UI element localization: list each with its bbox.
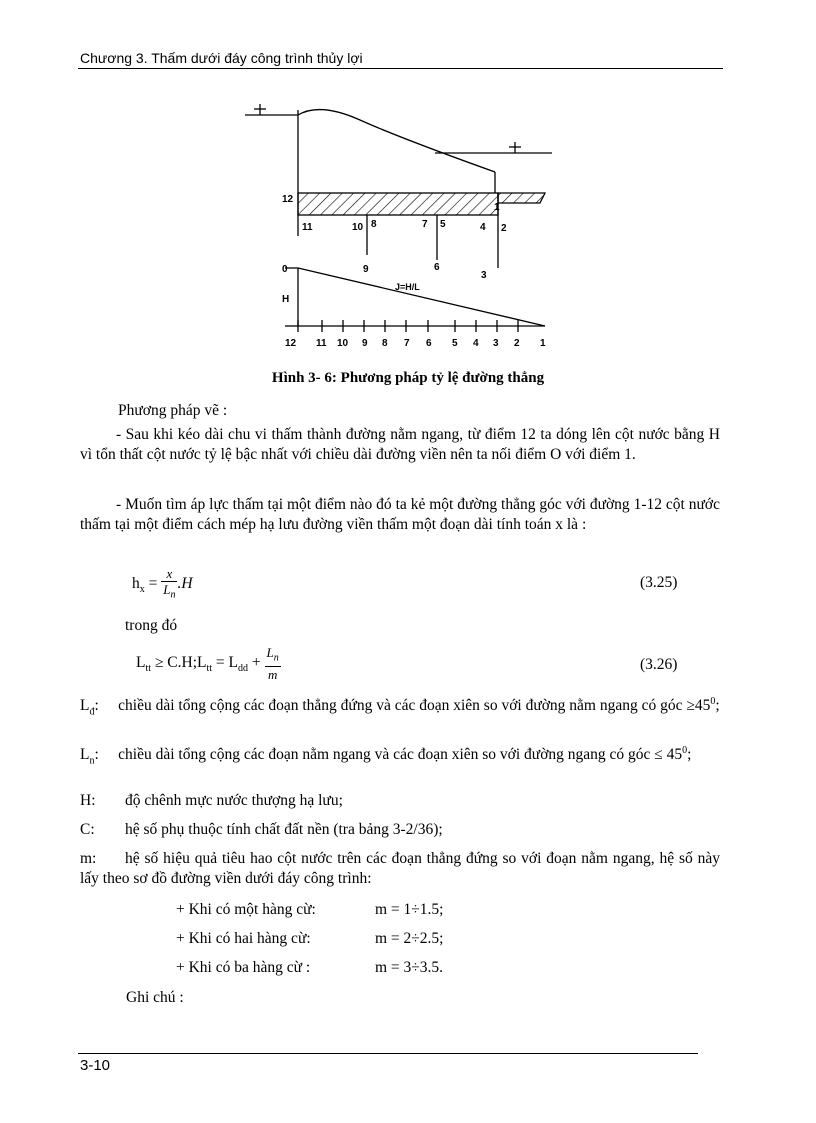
dam-profile	[298, 110, 495, 172]
def-ld-symbol-sub: đ	[89, 706, 95, 718]
case-3-label: + Khi có ba hàng cừ :	[176, 959, 311, 976]
label-gradient: J=H/L	[395, 282, 420, 292]
label-8-upper: 8	[371, 219, 377, 230]
def-ln-symbol-sub: n	[89, 755, 95, 767]
eq1-equals: =	[144, 574, 162, 592]
definition-ld	[80, 692, 720, 722]
eq2-part3: = L	[212, 653, 239, 671]
def-h-symbol: H:	[80, 792, 96, 809]
eq2-part1-sub: tt	[145, 662, 152, 674]
definition-h	[80, 791, 720, 811]
paragraph-2: - Muốn tìm áp lực thấm tại một điểm nào đó ta kẻ một đường thẳng góc với đường 1-12 cột nước thấm tại một điểm cách mép hạ lưu đường viền thấm một đoạn dài tính toán x là :	[80, 496, 720, 533]
eq2-numerator-sub: n	[273, 652, 279, 664]
label-7-upper: 7	[422, 219, 428, 230]
footer-rule	[78, 1053, 698, 1054]
label-12-upper: 12	[282, 194, 294, 205]
eq1-numerator: x	[161, 566, 177, 582]
label-h: H	[282, 294, 290, 305]
def-ln-end: ;	[687, 746, 692, 764]
tick-label-6: 6	[426, 338, 432, 349]
def-ld-end: ;	[715, 697, 720, 715]
case-2-value: m = 2÷2.5;	[375, 930, 444, 947]
label-1-upper: 1	[494, 202, 500, 213]
eq1-denominator: L	[163, 582, 171, 597]
case-3-value: m = 3÷3.5.	[375, 959, 444, 976]
case-1-value: m = 1÷1.5;	[375, 901, 444, 918]
def-ld-colon: :	[94, 697, 99, 715]
eq1-denominator-sub: n	[170, 589, 176, 601]
label-5-upper: 5	[440, 219, 446, 230]
tick-label-5: 5	[452, 338, 458, 349]
label-3-upper: 3	[481, 270, 487, 281]
def-ln-colon: :	[94, 746, 99, 764]
tick-label-9: 9	[362, 338, 368, 349]
eq2-numerator: L	[266, 645, 274, 660]
eq2-part1: L	[136, 653, 146, 671]
foundation-hatch	[298, 193, 498, 215]
tick-label-12: 12	[285, 338, 297, 349]
tick-label-8: 8	[382, 338, 388, 349]
eq2-part2: ≥ C.H;L	[151, 653, 207, 671]
def-c-symbol: C:	[80, 821, 95, 838]
tick-label-2: 2	[514, 338, 520, 349]
eq1-tail: .H	[177, 574, 193, 592]
figure-caption: Hình 3- 6: Phương pháp tỷ lệ đường thẳng	[271, 370, 545, 386]
definition-m	[80, 849, 720, 889]
tick-label-11: 11	[316, 338, 327, 349]
def-ln-symbol: L	[80, 746, 90, 764]
chapter-header: Chương 3. Thấm dưới đáy công trình thủy lợi	[80, 50, 363, 66]
figure-diagram	[230, 90, 570, 355]
def-c-text: hệ số phụ thuộc tính chất đất nền (tra bảng 3-2/36);	[125, 821, 443, 838]
label-10-upper: 10	[352, 222, 364, 233]
page-number: 3-10	[80, 1057, 111, 1074]
def-ld-sup: 0	[710, 696, 716, 707]
tick-label-4: 4	[473, 338, 479, 349]
eq2-part4: +	[248, 653, 265, 671]
def-ln-sup: 0	[682, 745, 688, 756]
case-1-label: + Khi có một hàng cừ:	[176, 901, 316, 918]
def-ln-text: chiều dài tổng cộng các đoạn nằm ngang và các đoạn xiên so với đường ngang có góc ≤ 45	[118, 746, 683, 764]
eq1-lhs: h	[132, 574, 140, 592]
def-m-symbol: m:	[80, 850, 97, 867]
label-2-upper: 2	[501, 223, 507, 234]
equation-3-26	[136, 645, 281, 682]
definition-c	[80, 820, 720, 840]
def-ld-symbol: L	[80, 697, 90, 715]
tick-label-3: 3	[493, 338, 499, 349]
eq2-fraction	[265, 645, 281, 682]
header-rule	[78, 68, 723, 69]
eq2-part3-sub: dd	[238, 662, 249, 674]
eq2-part2-sub: tt	[206, 662, 213, 674]
def-ld-text: chiều dài tổng cộng các đoạn thẳng đứng và các đoạn xiên so với đường nằm ngang có góc ≥45	[118, 697, 711, 715]
label-6-upper: 6	[434, 262, 440, 273]
def-m-text: hệ số hiệu quả tiêu hao cột nước trên các đoạn thẳng đứng so với đoạn nằm ngang, hệ số này lấy theo sơ đồ đường viền dưới đáy công trình:	[80, 850, 720, 887]
method-title: Phương pháp vẽ :	[118, 402, 228, 419]
eq1-lhs-sub: x	[139, 583, 145, 595]
equation-3-25	[132, 566, 193, 603]
equation-number-3-25: (3.25)	[640, 574, 678, 591]
label-4-upper: 4	[480, 222, 486, 233]
case-2-label: + Khi có hai hàng cừ:	[176, 930, 311, 947]
where-label: trong đó	[125, 617, 178, 634]
definition-ln	[80, 741, 720, 771]
eq2-denominator: m	[267, 666, 278, 682]
def-h-text: độ chênh mực nước thượng hạ lưu;	[125, 792, 343, 809]
note-label: Ghi chú :	[126, 989, 184, 1006]
figure-straight-line-method	[230, 90, 570, 355]
label-11-upper: 11	[302, 222, 313, 233]
label-origin: 0	[282, 264, 288, 275]
tick-label-7: 7	[404, 338, 410, 349]
paragraph-1: - Sau khi kéo dài chu vi thấm thành đường nằm ngang, từ điểm 12 ta dóng lên cột nước bằng H vì tổn thất cột nước tỷ lệ bậc nhất với chiều dài đường viền nên ta nối điểm O với điểm 1.	[80, 426, 720, 463]
equation-number-3-26: (3.26)	[640, 656, 678, 673]
pressure-line	[298, 268, 545, 326]
tick-label-10: 10	[337, 338, 349, 349]
tick-label-1: 1	[540, 338, 546, 349]
label-9-upper: 9	[363, 264, 369, 275]
eq1-fraction	[161, 566, 177, 603]
